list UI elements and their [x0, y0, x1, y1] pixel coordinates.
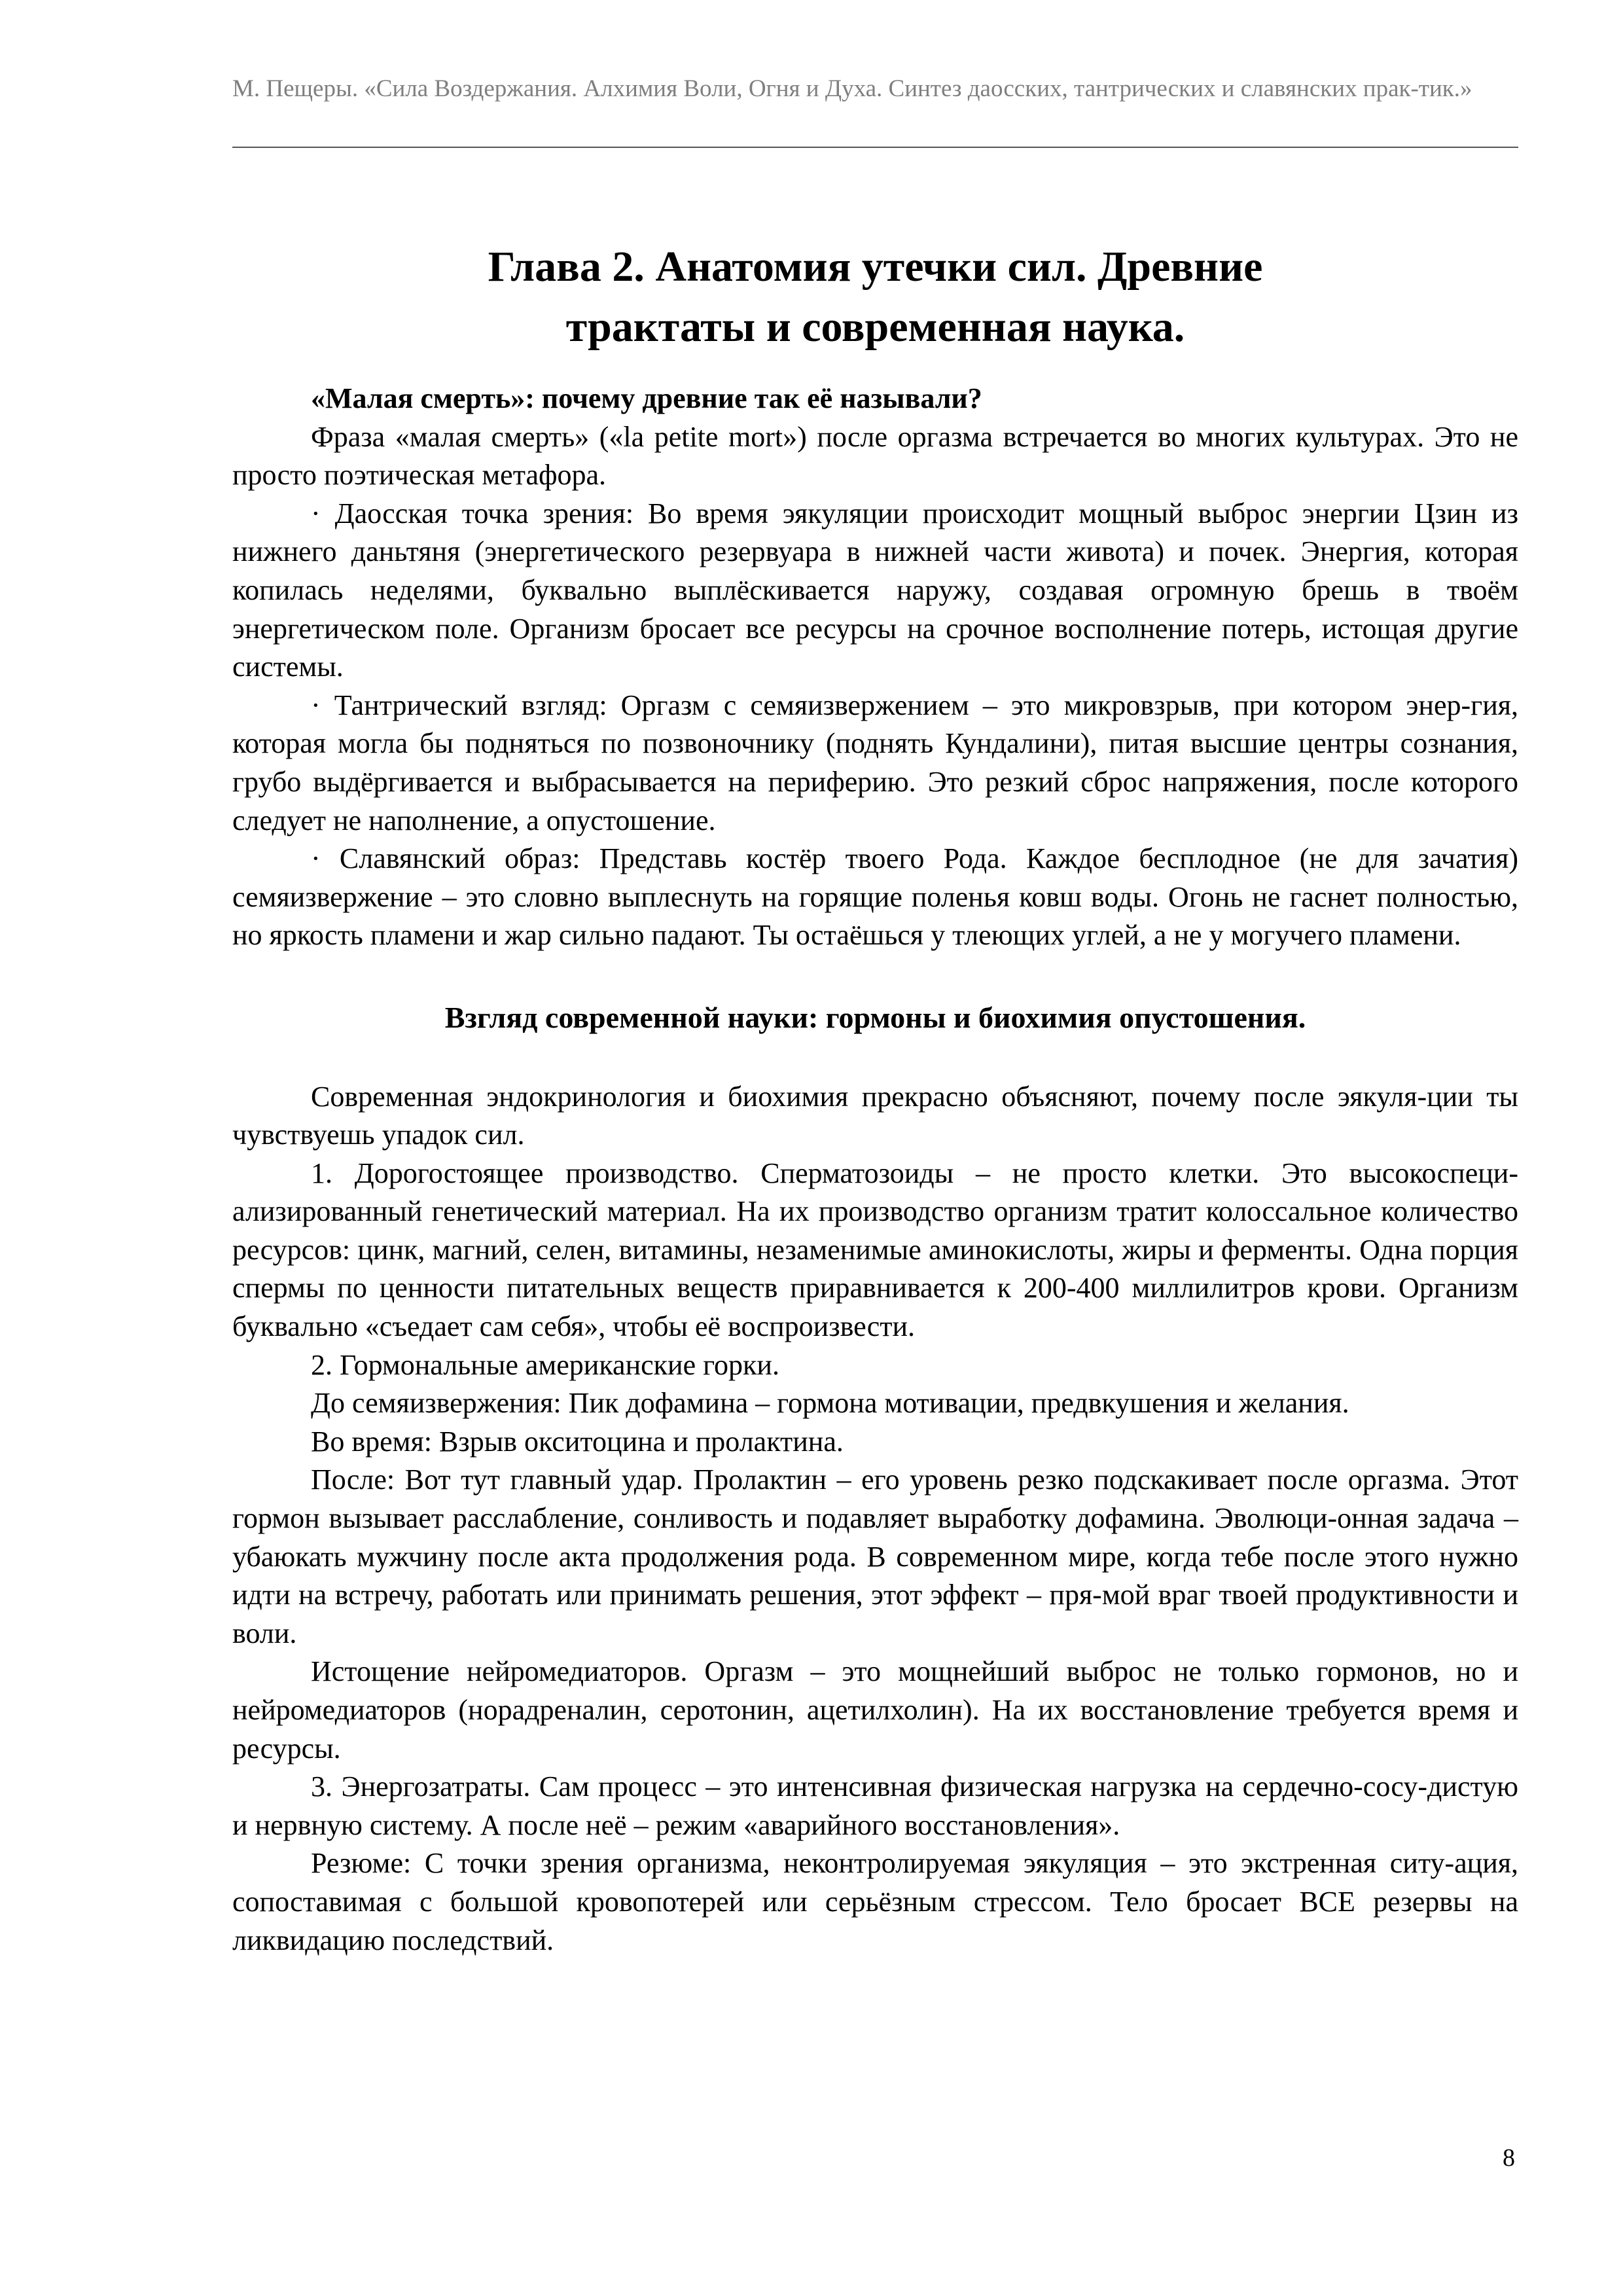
paragraph-energy-costs: 3. Энергозатраты. Сам процесс – это интенсивная физическая нагрузка на сердечно-сосу-дистую и нервную систему. А после неё – режим «аварийного восстановления».: [232, 1770, 1518, 1841]
paragraph-summary: Резюме: С точки зрения организма, неконтролируемая эякуляция – это экстренная ситу-ация, сопоставимая с большой кровопотерей или серьёзным стрессом. Тело бросает ВСЕ резервы на ликвидацию последствий.: [232, 1847, 1518, 1956]
chapter-title-line-2: трактаты и современная наука.: [565, 303, 1185, 351]
paragraph-before: До семяизвержения: Пик дофамина – гормона мотивации, предвкушения и желания.: [311, 1387, 1349, 1420]
page-body: [232, 380, 1518, 1960]
header-divider: [232, 147, 1518, 148]
paragraph: Современная эндокринология и биохимия прекрасно объясняют, почему после эякуля-ции ты чувствуешь упадок сил.: [232, 1080, 1518, 1151]
page-number: 8: [1503, 2144, 1515, 2172]
chapter-title: [232, 237, 1518, 357]
paragraph-costly-production: 1. Дорогостоящее производство. Сперматозоиды – не просто клетки. Это высокоспеци-ализированный генетический материал. На их производство организм тратит колоссальное количество ресурсов: цинк, магний, селен, витамины, незаменимые аминокислоты, жиры и ферменты. Одна порция спермы по ценности питательных веществ приравнивается к 200-400 миллилитров крови. Организм буквально «съедает сам себя», чтобы её воспроизвести.: [232, 1157, 1518, 1343]
running-header: [232, 71, 1518, 107]
section-heading-modern-science: Взгляд современной науки: гормоны и биохимия опустошения.: [444, 1000, 1306, 1034]
paragraph-taoist-view: · Даосская точка зрения: Во время эякуляции происходит мощный выброс энергии Цзин из нижнего даньтяня (энергетического резервуара в нижней части живота) и почек. Энергия, которая копилась неделями, буквально выплёскивается наружу, создавая огромную брешь в твоём энергетическом поле. Организм бросает все ресурсы на срочное восполнение потерь, истощая другие системы.: [232, 497, 1518, 683]
paragraph-hormonal-rollercoaster: 2. Гормональные американские горки.: [311, 1348, 779, 1381]
paragraph: Фраза «малая смерть» («la petite mort») после оргазма встречается во многих культурах. Это не просто поэтическая метафора.: [232, 420, 1518, 492]
paragraph-tantric-view: · Тантрический взгляд: Оргазм с семяизвержением – это микровзрыв, при котором энер-гия, которая могла бы подняться по позвоночнику (поднять Кундалини), питая высшие центры сознания, грубо выдёргивается и выбрасывается на периферию. Это резкий сброс напряжения, после которого следует не наполнение, а опустошение.: [232, 689, 1518, 836]
paragraph-during: Во время: Взрыв окситоцина и пролактина.: [311, 1425, 844, 1458]
section-heading-small-death: «Малая смерть»: почему древние так её называли?: [311, 382, 982, 414]
paragraph-after: После: Вот тут главный удар. Пролактин – его уровень резко подскакивает после оргазма. Этот гормон вызывает расслабление, сонливость и подавляет выработку дофамина. Эволюци-онная задача – убаюкать мужчину после акта продолжения рода. В современном мире, когда тебе после этого нужно идти на встречу, работать или принимать решения, этот эффект – пря-мой враг твоей продуктивности и воли.: [232, 1463, 1518, 1649]
running-header-text: М. Пещеры. «Сила Воздержания. Алхимия Воли, Огня и Духа. Синтез даосских, тантрических и славянских прак-тик.»: [232, 75, 1472, 102]
paragraph-slavic-view: · Славянский образ: Представь костёр твоего Рода. Каждое бесплодное (не для зачатия) семяизвержение – это словно выплеснуть на горящие поленья ковш воды. Огонь не гаснет полностью, но яркость пламени и жар сильно падают. Ты остаёшься у тлеющих углей, а не у могучего пламени.: [232, 842, 1518, 952]
chapter-title-line-1: Глава 2. Анатомия утечки сил. Древние: [488, 243, 1263, 291]
paragraph-neurotransmitters: Истощение нейромедиаторов. Оргазм – это мощнейший выброс не только гормонов, но и нейромедиаторов (норадреналин, серотонин, ацетилхолин). На их восстановление требуется время и ресурсы.: [232, 1655, 1518, 1765]
